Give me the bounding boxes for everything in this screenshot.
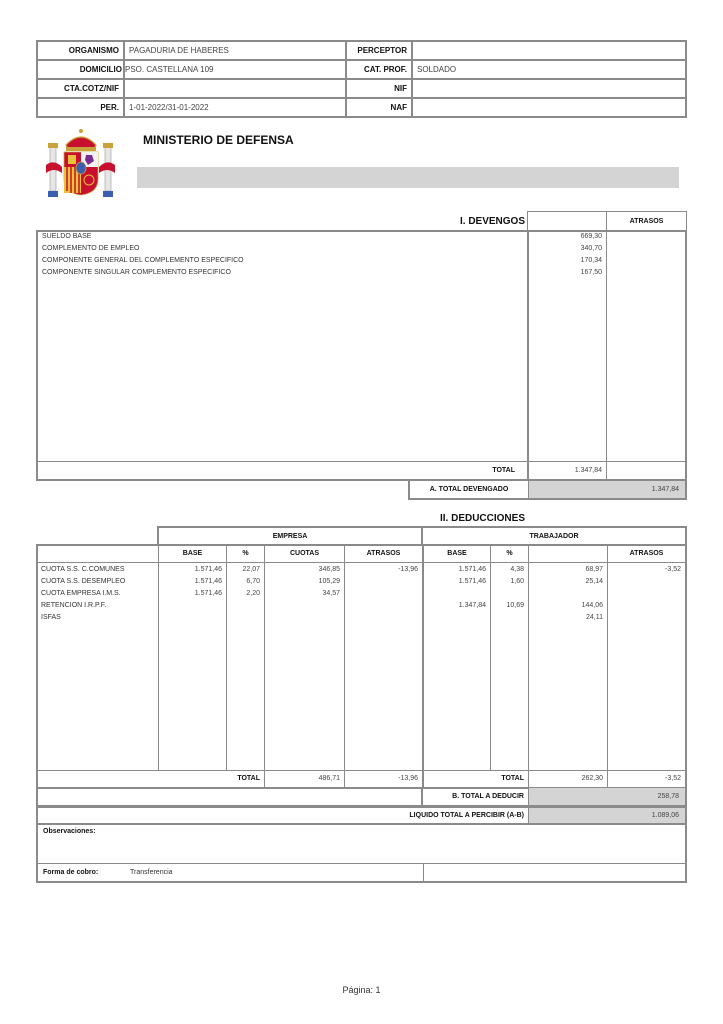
devengo-item-concept: COMPONENTE GENERAL DEL COMPLEMENTO ESPECIFICO <box>42 257 244 264</box>
ministry-gray-bar <box>137 167 679 188</box>
ministry-title: MINISTERIO DE DEFENSA <box>143 133 294 147</box>
liquido-row <box>36 807 687 825</box>
periodo-value: 1-01-2022/31-01-2022 <box>124 98 346 117</box>
deduccion-e-base: 1.571,46 <box>194 578 222 585</box>
liquido-label: LIQUIDO TOTAL A PERCIBIR (A-B) <box>409 812 524 819</box>
page-number: Página: 1 <box>342 985 381 995</box>
forma-cobro-cell <box>38 864 424 881</box>
devengos-amount-header <box>527 211 607 231</box>
empresa-header: EMPRESA <box>272 532 308 540</box>
liquido-value: 1.089,06 <box>529 808 685 823</box>
empresa-total-label: TOTAL <box>237 775 260 782</box>
col-header-cuotas: CUOTAS <box>289 550 320 557</box>
deduccion-concept: RETENCION I.R.P.F. <box>41 602 107 609</box>
cat-prof-label: CAT. PROF. <box>346 60 412 79</box>
deduccion-t-atrasos: -3,52 <box>665 566 681 573</box>
devengo-item-concept: COMPONENTE SINGULAR COMPLEMENTO ESPECIFICO <box>42 269 231 276</box>
deduccion-concept: CUOTA S.S. DESEMPLEO <box>41 578 126 585</box>
col-header-t-base: BASE <box>447 550 467 557</box>
organismo-label: ORGANISMO <box>37 41 124 60</box>
perceptor-label: PERCEPTOR <box>346 41 412 60</box>
devengos-table <box>36 230 687 481</box>
deduccion-t-pct: 4,38 <box>510 566 524 573</box>
empresa-total-atrasos: -13,96 <box>398 775 418 782</box>
col-header-base: BASE <box>182 550 203 557</box>
domicilio-value: PSO. CASTELLANA 109 <box>124 60 346 79</box>
devengo-item-amount: 167,50 <box>580 269 602 276</box>
devengos-total-divider <box>38 461 685 462</box>
col-header-t-atrasos: ATRASOS <box>629 550 664 557</box>
organismo-value: PAGADURIA DE HABERES <box>124 41 346 60</box>
nif-label: NIF <box>346 79 412 98</box>
devengos-atrasos-header-cell <box>606 211 687 231</box>
deduccion-concept: CUOTA EMPRESA I.M.S. <box>41 590 121 597</box>
col-header-t-pct: % <box>506 550 513 557</box>
deducciones-title: II. DEDUCCIONES <box>439 513 525 524</box>
coat-of-arms-icon <box>44 125 118 200</box>
deduccion-e-pct: 6,70 <box>246 578 260 585</box>
deduccion-e-cuota: 105,29 <box>318 578 340 585</box>
col-header-pct: % <box>242 550 249 557</box>
deducciones-table <box>36 544 687 789</box>
devengo-item-concept: SUELDO BASE <box>42 233 92 240</box>
cat-prof-value: SOLDADO <box>412 60 686 79</box>
trabajador-total-label: TOTAL <box>501 775 524 782</box>
deduccion-e-base: 1.571,46 <box>194 566 222 573</box>
deduccion-e-atrasos: -13,96 <box>398 566 418 573</box>
deduccion-e-cuota: 346,85 <box>318 566 340 573</box>
devengos-col-divider-2 <box>606 232 607 479</box>
header-frame <box>36 40 687 118</box>
deduccion-t-cuota: 24,11 <box>586 614 603 621</box>
trabajador-total-atrasos: -3,52 <box>665 775 681 782</box>
total-deducir-row <box>36 788 687 807</box>
deduccion-t-base: 1.571,46 <box>458 578 486 585</box>
deduccion-t-base: 1.571,46 <box>458 566 486 573</box>
empresa-total-cuotas: 486,71 <box>318 775 340 782</box>
total-devengado-label-cell <box>410 481 529 498</box>
devengos-total-label: TOTAL <box>492 467 515 474</box>
deduccion-e-pct: 22,07 <box>242 566 260 573</box>
total-deducir-value: 258,78 <box>529 788 685 805</box>
domicilio-label: DOMICILIO <box>37 60 124 79</box>
col-divider <box>344 546 345 787</box>
devengos-atrasos-header: ATRASOS <box>629 218 664 225</box>
total-deducir-label: B. TOTAL A DEDUCIR <box>452 793 524 800</box>
cta-cotz-label: CTA.COTZ/NIF <box>37 79 124 98</box>
observaciones-label: Observaciones: <box>43 828 96 835</box>
liquido-label-cell <box>38 808 529 823</box>
naf-label: NAF <box>346 98 412 117</box>
trabajador-header: TRABAJADOR <box>529 532 579 540</box>
deduccion-concept: ISFAS <box>41 614 61 621</box>
total-devengado-value: 1.347,84 <box>529 481 685 498</box>
total-devengado-label: A. TOTAL DEVENGADO <box>429 486 509 493</box>
forma-cobro-empty-cell <box>424 864 685 881</box>
deducciones-header-divider <box>38 562 685 563</box>
deduccion-e-base: 1.571,46 <box>194 590 222 597</box>
forma-cobro-row <box>36 863 687 883</box>
deduccion-t-cuota: 25,14 <box>585 578 603 585</box>
deduccion-concept: CUOTA S.S. C.COMUNES <box>41 566 125 573</box>
observaciones-box <box>36 824 687 864</box>
devengo-item-amount: 340,70 <box>580 245 602 252</box>
total-devengado-row <box>408 480 687 500</box>
devengo-item-amount: 669,30 <box>580 233 602 240</box>
deduccion-t-cuota: 68,97 <box>585 566 603 573</box>
col-divider <box>607 546 608 787</box>
devengos-title: I. DEVENGOS <box>459 216 525 227</box>
deduccion-t-pct: 1,60 <box>510 578 524 585</box>
deduccion-e-cuota: 34,57 <box>322 590 340 597</box>
trabajador-total-cuotas: 262,30 <box>581 775 603 782</box>
trabajador-header-cell <box>421 526 687 545</box>
deduccion-t-pct: 10,69 <box>506 602 524 609</box>
total-deducir-label-cell <box>423 788 529 805</box>
forma-cobro-value: Transferencia <box>130 869 173 876</box>
devengo-item-concept: COMPLEMENTO DE EMPLEO <box>42 245 140 252</box>
deduccion-t-base: 1.347,84 <box>458 602 486 609</box>
deduccion-t-cuota: 144,06 <box>581 602 603 609</box>
deducciones-total-divider <box>38 770 685 771</box>
devengo-item-amount: 170,34 <box>580 257 602 264</box>
empresa-header-cell <box>157 526 423 545</box>
forma-cobro-label: Forma de cobro: <box>43 869 99 876</box>
devengos-total-value: 1.347,84 <box>574 467 602 474</box>
periodo-label: PER. <box>37 98 124 117</box>
col-header-atrasos: ATRASOS <box>366 550 401 557</box>
total-deducir-spacer <box>38 788 423 805</box>
deduccion-e-pct: 2,20 <box>246 590 260 597</box>
